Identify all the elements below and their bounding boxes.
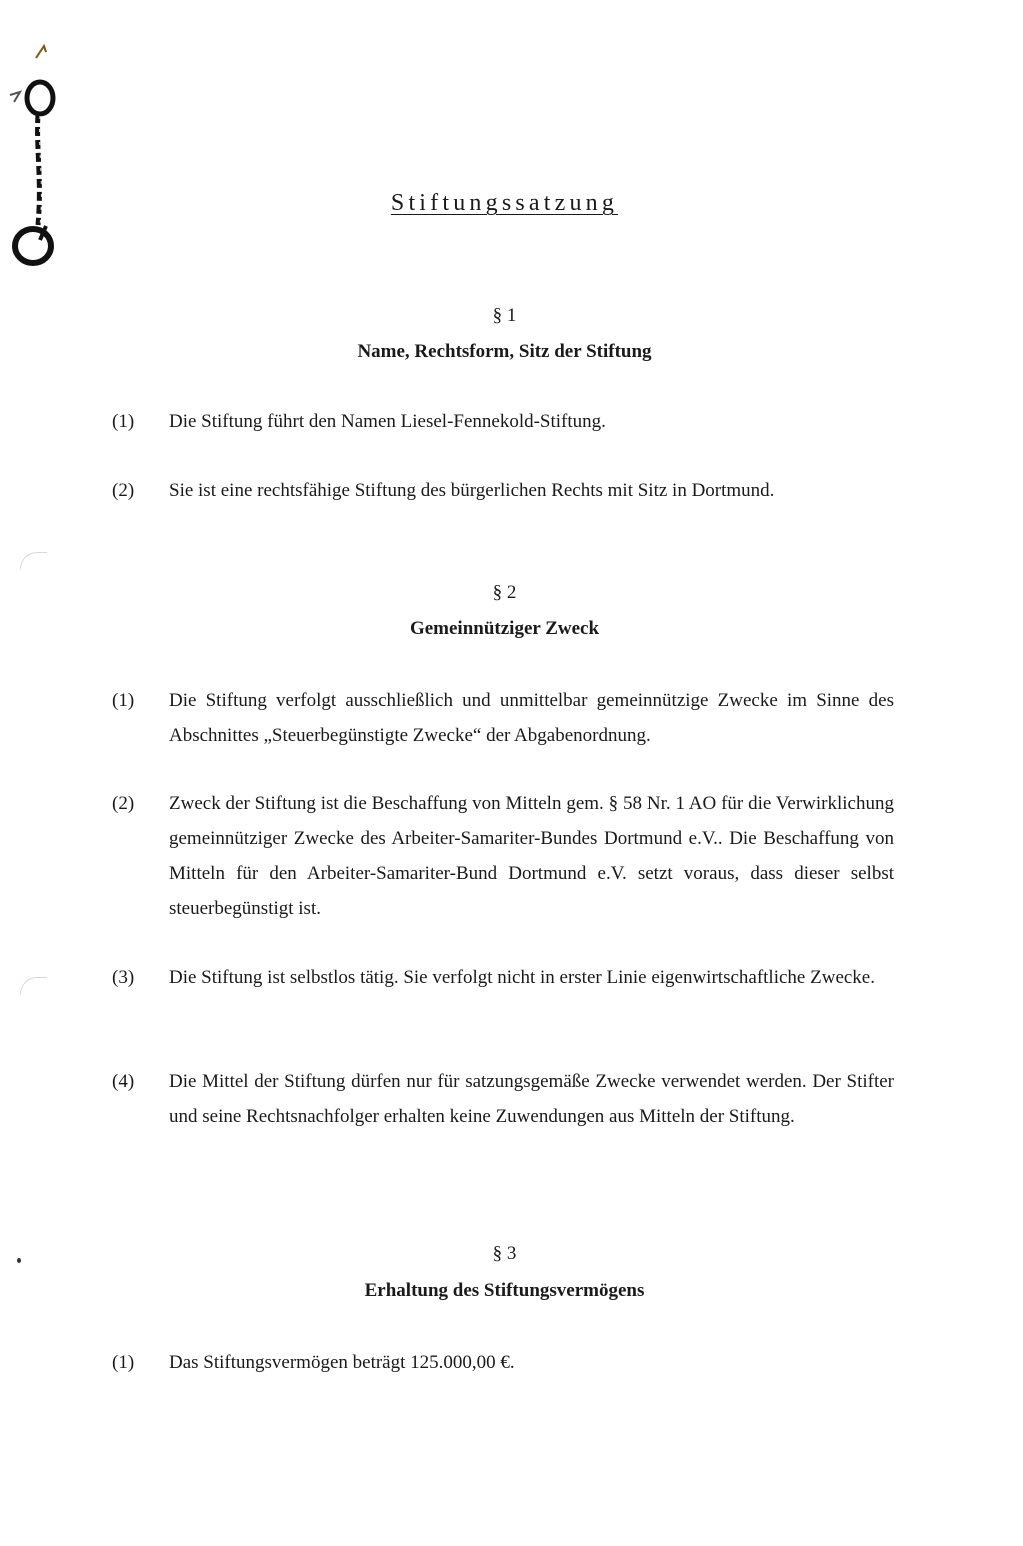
section-2-paragraph-4 (112, 1064, 894, 1134)
paragraph-text: Das Stiftungsvermögen beträgt 125.000,00 €. (169, 1352, 515, 1373)
section-3-number: § 3 (492, 1243, 517, 1264)
paragraph-text: Die Mittel der Stiftung dürfen nur für satzungsgemäße Zwecke verwendet werden. Der Stifter und seine Rechtsnachfolger erhalten keine Zuwendungen aus Mitteln der Stiftung. (169, 1071, 894, 1127)
paragraph-text: Sie ist eine rechtsfähige Stiftung des bürgerlichen Rechts mit Sitz in Dortmund. (169, 480, 775, 501)
section-1-paragraph-1 (112, 404, 894, 439)
paragraph-text: Die Stiftung ist selbstlos tätig. Sie verfolgt nicht in erster Linie eigenwirtschaftliche Zwecke. (169, 967, 875, 988)
paragraph-text: Die Stiftung verfolgt ausschließlich und unmittelbar gemeinnützige Zwecke im Sinne des Abschnittes „Steuerbegünstigte Zwecke“ der Abgabenordnung. (169, 690, 894, 746)
section-3-title: Erhaltung des Stiftungsvermögens (364, 1280, 645, 1301)
punch-hole-mark (20, 977, 47, 994)
paragraph-text: Die Stiftung führt den Namen Liesel-Fennekold-Stiftung. (169, 411, 606, 432)
section-1-paragraph-2 (112, 473, 894, 508)
section-2-number: § 2 (492, 582, 517, 603)
section-2-paragraph-1 (112, 683, 894, 753)
paragraph-text: Zweck der Stiftung ist die Beschaffung von Mitteln gem. § 58 Nr. 1 AO für die Verwirklichung gemeinnütziger Zwecke des Arbeiter-Samariter-Bundes Dortmund e.V.. Die Beschaffung von Mitteln für den Arbeiter-Samariter-Bund Dortmund e.V. setzt voraus, dass dieser selbst steuerbegünstigt ist. (169, 793, 894, 919)
section-2-paragraph-2 (112, 786, 894, 926)
paragraph-number: (2) (112, 480, 135, 501)
paragraph-number: (2) (112, 793, 135, 814)
section-2-paragraph-3 (112, 960, 894, 995)
paragraph-number: (1) (112, 690, 135, 711)
section-3-paragraph-1 (112, 1345, 894, 1380)
paragraph-number: (1) (112, 1352, 135, 1373)
paragraph-number: (3) (112, 967, 135, 988)
punch-hole-mark (20, 552, 47, 569)
paragraph-number: (1) (112, 411, 135, 432)
paragraph-number: (4) (112, 1071, 135, 1092)
section-1-title: Name, Rechtsform, Sitz der Stiftung (357, 341, 652, 362)
section-1-number: § 1 (492, 305, 517, 326)
document-title: Stiftungssatzung (390, 190, 619, 216)
section-2-title: Gemeinnütziger Zweck (409, 618, 600, 639)
cord-binding-icon (0, 40, 70, 280)
